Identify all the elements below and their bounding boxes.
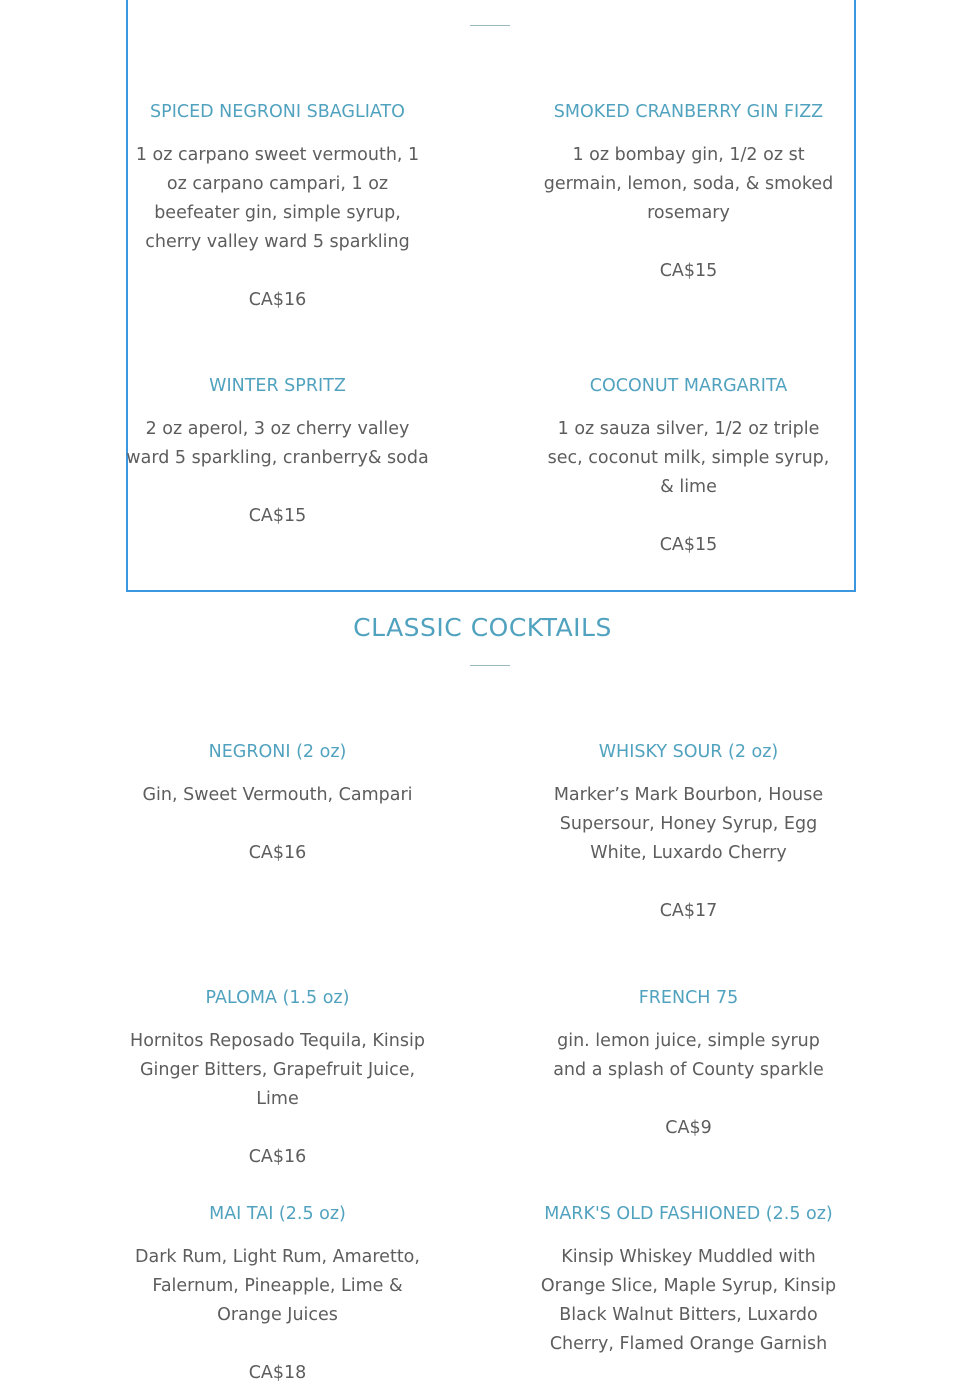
item-name: SPICED NEGRONI SBAGLIATO [150, 102, 405, 122]
item-description: 1 oz sauza silver, 1/2 oz triple sec, coconut milk, simple syrup, & lime [547, 419, 830, 497]
menu-item-negroni [126, 741, 429, 864]
item-price: CA$16 [248, 1147, 307, 1167]
item-price: CA$15 [659, 261, 718, 281]
item-description: Gin, Sweet Vermouth, Campari [142, 785, 413, 805]
item-name: FRENCH 75 [638, 988, 739, 1008]
section-divider [470, 25, 510, 26]
menu-item-whisky-sour [537, 741, 840, 922]
item-description: Marker’s Mark Bourbon, House Supersour, Honey Syrup, Egg White, Luxardo Cherry [553, 785, 824, 863]
item-price: CA$16 [248, 290, 307, 310]
item-description: Kinsip Whiskey Muddled with Orange Slice, Maple Syrup, Kinsip Black Walnut Bitters, Luxardo Cherry, Flamed Orange Garnish [540, 1247, 837, 1354]
item-name: WHISKY SOUR (2 oz) [598, 742, 779, 762]
item-price: CA$15 [659, 535, 718, 555]
item-description: gin. lemon juice, simple syrup and a splash of County sparkle [553, 1031, 824, 1080]
item-price: CA$9 [665, 1118, 712, 1138]
item-name: COCONUT MARGARITA [589, 376, 788, 396]
menu-item-winter-spritz [126, 375, 429, 527]
item-description: 1 oz bombay gin, 1/2 oz st germain, lemon, soda, & smoked rosemary [543, 145, 834, 223]
menu-item-paloma [126, 987, 429, 1168]
menu-item-french-75 [537, 987, 840, 1139]
section-divider [470, 665, 510, 666]
item-name: NEGRONI (2 oz) [208, 742, 347, 762]
item-name: MARK'S OLD FASHIONED (2.5 oz) [544, 1204, 833, 1224]
section-heading-classic-cocktails: CLASSIC COCKTAILS [353, 613, 612, 642]
item-name: WINTER SPRITZ [209, 376, 346, 396]
item-name: MAI TAI (2.5 oz) [209, 1204, 346, 1224]
menu-item-spiced-negroni [126, 101, 429, 311]
menu-item-marks-old-fashioned [537, 1203, 840, 1359]
item-price: CA$18 [248, 1363, 307, 1383]
item-description: 2 oz aperol, 3 oz cherry valley ward 5 sparkling, cranberry& soda [126, 419, 429, 468]
item-price: CA$16 [248, 843, 307, 863]
item-description: Hornitos Reposado Tequila, Kinsip Ginger Bitters, Grapefruit Juice, Lime [130, 1031, 425, 1109]
item-name: SMOKED CRANBERRY GIN FIZZ [553, 102, 824, 122]
item-name: PALOMA (1.5 oz) [205, 988, 350, 1008]
menu-item-smoked-cranberry-gin-fizz [537, 101, 840, 282]
item-description: Dark Rum, Light Rum, Amaretto, Falernum, Pineapple, Lime & Orange Juices [135, 1247, 420, 1325]
item-price: CA$15 [248, 506, 307, 526]
item-description: 1 oz carpano sweet vermouth, 1 oz carpano campari, 1 oz beefeater gin, simple syrup, cherry valley ward 5 sparkling [135, 145, 420, 252]
item-price: CA$17 [659, 901, 718, 921]
menu-item-coconut-margarita [537, 375, 840, 556]
menu-item-mai-tai [126, 1203, 429, 1384]
